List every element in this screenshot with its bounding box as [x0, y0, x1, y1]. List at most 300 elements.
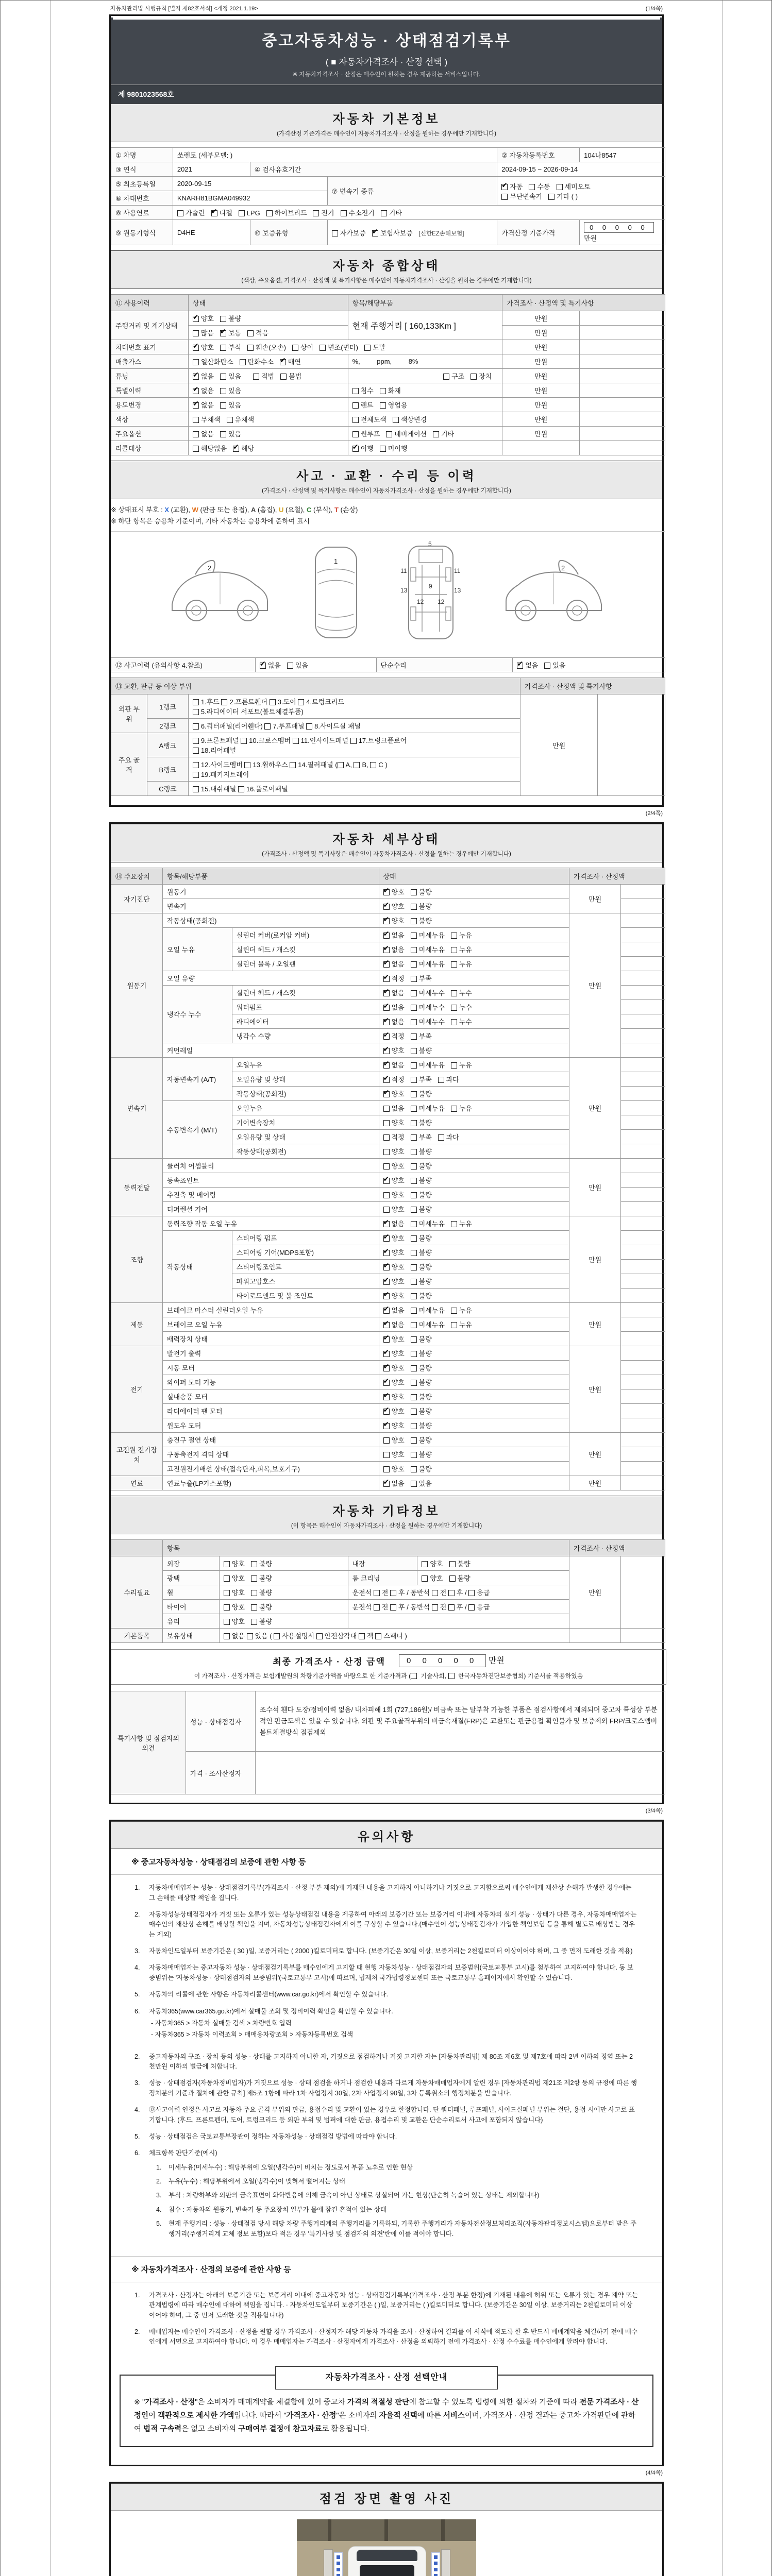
checkbox[interactable] [544, 663, 550, 669]
checkbox[interactable] [501, 194, 508, 200]
etc-subtitle: (이 항목은 매수인이 자동차가격조사 · 산정을 원하는 경우에만 기재합니다) [291, 1523, 482, 1530]
cell [621, 1087, 665, 1101]
checkbox[interactable] [374, 1604, 380, 1611]
option-label: 불량 [411, 1191, 432, 1199]
checkbox[interactable] [411, 1409, 417, 1415]
checkbox[interactable] [411, 1005, 417, 1011]
cell: 커먼레일 [162, 1043, 379, 1058]
checkbox[interactable] [411, 1048, 417, 1054]
checkbox[interactable] [383, 976, 390, 982]
checkbox[interactable] [411, 1149, 417, 1155]
cell: 추진축 및 베어링 [162, 1188, 379, 1202]
checkbox[interactable] [451, 947, 457, 953]
checkbox[interactable] [224, 1590, 230, 1596]
option-label: ✔ 없음 [383, 946, 405, 954]
cell: 라디에이터 팬 모터 [162, 1404, 379, 1418]
checkbox[interactable] [383, 1394, 390, 1400]
option-label: ✔ 양호 [383, 1292, 405, 1300]
choice-box-title: 자동차가격조사 · 산정 선택안내 [275, 2366, 498, 2389]
checkbox[interactable] [411, 1192, 417, 1198]
checkbox[interactable] [383, 1336, 390, 1343]
checkbox[interactable] [220, 316, 226, 322]
checkbox[interactable] [193, 330, 199, 336]
checkbox[interactable] [411, 1250, 417, 1256]
checkbox[interactable] [383, 1163, 390, 1170]
checkbox[interactable] [383, 1019, 390, 1025]
checkbox[interactable] [451, 1221, 457, 1227]
overall-title: 자동차 종합상태 [332, 259, 441, 273]
checkbox[interactable] [220, 374, 226, 380]
checkbox[interactable] [253, 374, 259, 380]
checkbox[interactable] [287, 663, 293, 669]
cell: 내장 [348, 1556, 417, 1571]
notice-item: 6. 체크항목 판단기준(예시) 1. 미세누유(미세누수) : 해당부위에 오일(냉각수)이 비치는 정도로서 부품 노후로 인한 현상 2. 누유(누수) : 해당부위에서 오일(냉각수)이 맺혀서 떨어지는 상태 3. 부식 : 차량하부와 외판의 금속표면이 화학반응에 의해 금속이 아닌 상태로 상실되어 가는 현상(단순히 녹슬어 있는 상태는 제외합니다) 4. 침수 : 자동차의 원동기, 변속기 등 주요장치 일부가 물에 잠긴 흔적이 있는 상태 5. 현재 주행거리 : 성능 · 상태점검 당시 해당 차량 주행거리계의 주행거리를 기록하되, 기록한 주행거리가 자동차전산정보처리조직(자동차관리정보시스템)으로부터 받은 주행거리(주행거리계 교체 정보 포함)보다 적은 경우 '특기사항 및 점검자의 의견'란에 이를 적어야 합니다. [135, 2148, 638, 2239]
legend-note: ※ 하단 항목은 승용차 기준이며, 기타 자동차는 승용차에 준하여 표시 [111, 517, 310, 526]
checkbox[interactable] [411, 933, 417, 939]
checkbox[interactable] [451, 1005, 457, 1011]
checkbox[interactable] [224, 1575, 230, 1582]
checkbox[interactable] [383, 1062, 390, 1069]
checkbox[interactable] [224, 1633, 230, 1639]
checkbox[interactable] [251, 1619, 257, 1625]
cell [379, 1115, 569, 1130]
checkbox[interactable] [383, 1235, 390, 1242]
checkbox[interactable] [193, 762, 199, 768]
checkbox[interactable] [193, 417, 199, 423]
checkbox[interactable] [411, 1077, 417, 1083]
checkbox[interactable] [383, 1322, 390, 1328]
checkbox[interactable] [451, 961, 457, 968]
checkbox[interactable] [411, 1423, 417, 1429]
checkbox[interactable] [470, 374, 477, 380]
checkbox[interactable] [177, 210, 183, 216]
cell: 특기사항 및 점검자의 의견 [111, 1691, 186, 1794]
checkbox[interactable] [411, 976, 417, 982]
checkbox[interactable] [393, 417, 399, 423]
checkbox[interactable] [411, 1466, 417, 1472]
checkbox[interactable] [320, 345, 326, 351]
checkbox[interactable] [383, 1149, 390, 1155]
checkbox[interactable] [383, 1192, 390, 1198]
option-label: 적음 [247, 329, 268, 337]
checkbox[interactable] [448, 1604, 455, 1611]
checkbox[interactable] [411, 1163, 417, 1170]
cell: 만원 [569, 1476, 621, 1490]
checkbox[interactable] [359, 1633, 365, 1639]
option-label: 양호 [383, 1436, 405, 1444]
option-label: 불량 [251, 1589, 272, 1597]
checkbox[interactable] [411, 1264, 417, 1270]
option-label: 미세누유 [411, 1220, 445, 1228]
checkbox[interactable] [449, 1561, 456, 1567]
checkbox[interactable] [383, 933, 390, 939]
cell: 만원 [569, 1346, 621, 1433]
checkbox[interactable] [233, 446, 239, 452]
checkbox[interactable] [433, 431, 439, 437]
checkbox[interactable] [501, 184, 508, 190]
cell: 항목/해당부품 [348, 295, 502, 311]
checkbox[interactable] [316, 1633, 323, 1639]
document-sheet [50, 1, 723, 2576]
checkbox[interactable] [193, 446, 199, 452]
checkbox[interactable] [380, 388, 386, 394]
cell: 12.사이드멤버 13.휠하우스 14.필러패널 ( A, B, C ) 19.패키지트레이 [188, 757, 520, 782]
checkbox[interactable] [364, 345, 371, 351]
checkbox[interactable] [383, 1380, 390, 1386]
checkbox[interactable] [411, 1394, 417, 1400]
checkbox[interactable] [352, 417, 359, 423]
checkbox[interactable] [383, 1120, 390, 1126]
checkbox[interactable] [383, 918, 390, 924]
overall-subtitle: (색상, 주요옵션, 가격조사 · 산정액 및 특기사항은 매수인이 자동차가격조사 · 산정을 원하는 경우에만 기재합니다) [241, 278, 532, 284]
overall-band [111, 250, 662, 289]
car-diagram-bottom [392, 541, 469, 644]
checkbox[interactable] [193, 723, 199, 730]
checkbox[interactable] [411, 1106, 417, 1112]
checkbox[interactable] [341, 210, 347, 216]
option-label: 불량 [411, 903, 432, 910]
checkbox[interactable] [411, 1351, 417, 1357]
checkbox[interactable] [383, 1437, 390, 1444]
checkbox[interactable] [411, 1365, 417, 1371]
checkbox[interactable] [383, 1048, 390, 1054]
checkbox[interactable] [451, 1062, 457, 1069]
cell: 자동변속기 (A/T) [162, 1058, 232, 1101]
notice-section1-title: ※ 중고자동차성능 · 상태점검의 보증에 관한 사항 등 [111, 1849, 662, 1875]
checkbox[interactable] [411, 1221, 417, 1227]
checkbox[interactable] [411, 1437, 417, 1444]
option-label: 누수 [451, 1018, 472, 1026]
checkbox[interactable] [193, 431, 199, 437]
checkbox[interactable] [383, 1409, 390, 1415]
checkbox[interactable] [383, 961, 390, 968]
checkbox[interactable] [338, 762, 344, 768]
checkbox[interactable] [411, 990, 417, 996]
checkbox[interactable] [383, 1091, 390, 1097]
option-label: ✔ 적정 [383, 1076, 405, 1083]
accident-title: 사고 · 교환 · 수리 등 이력 [296, 469, 477, 483]
option-label: 불량 [449, 1574, 470, 1582]
cell: %, ppm, 8% [348, 354, 502, 369]
checkbox[interactable] [468, 1590, 475, 1596]
cell [621, 957, 665, 971]
checkbox[interactable] [220, 330, 226, 336]
cell [621, 1058, 665, 1072]
diagram-part-number: 11 [400, 567, 407, 575]
checkbox[interactable] [383, 1293, 390, 1299]
checkbox[interactable] [380, 402, 386, 409]
checkbox[interactable] [332, 230, 338, 236]
checkbox[interactable] [411, 1091, 417, 1097]
checkbox[interactable] [224, 1619, 230, 1625]
checkbox[interactable] [193, 699, 199, 705]
checkbox[interactable] [193, 772, 199, 778]
checkbox[interactable] [306, 723, 312, 730]
option-label: 불량 [411, 1292, 432, 1300]
checkbox[interactable] [448, 1673, 455, 1679]
checkbox[interactable] [411, 1120, 417, 1126]
checkbox[interactable] [220, 402, 226, 409]
option-label: 화재 [380, 387, 401, 395]
checkbox[interactable] [557, 184, 563, 190]
checkbox[interactable] [370, 762, 376, 768]
checkbox[interactable] [224, 1561, 230, 1567]
checkbox[interactable] [383, 1134, 390, 1141]
notice-subitem: 3. 부식 : 차량하부와 외판의 금속표면이 화학반응에 의해 금속이 아닌 상태로 상실되어 가는 현상(단순히 녹슬어 있는 상태는 제외합니다) [156, 2192, 540, 2199]
checkbox[interactable] [280, 359, 286, 365]
checkbox[interactable] [280, 374, 287, 380]
checkbox[interactable] [411, 1033, 417, 1040]
photo-beam [384, 2519, 388, 2541]
checkbox[interactable] [411, 1673, 417, 1679]
checkbox[interactable] [449, 1575, 456, 1582]
cell: 원동기 [162, 885, 379, 899]
option-label: ✔ 양호 [383, 1090, 405, 1098]
checkbox[interactable] [411, 918, 417, 924]
checkbox[interactable] [251, 1575, 257, 1582]
option-label: 미세누유 [411, 1307, 445, 1314]
checkbox[interactable] [352, 446, 359, 452]
notice-item: 3. 자동차인도일부터 보증기간은 ( 30 )일, 보증거리는 ( 2000 )킬로미터로 합니다. (보증기간은 30일 이상, 보증거리는 2천킬로미터 이상이어야 하며, 그 중 먼저 도래한 것을 적용) [135, 1947, 633, 1955]
checkbox[interactable] [244, 762, 250, 768]
checkbox[interactable] [422, 1561, 428, 1567]
checkbox[interactable] [411, 1308, 417, 1314]
checkbox[interactable] [438, 1077, 444, 1083]
checkbox[interactable] [411, 961, 417, 968]
notice-subline: - 자동차365 > 자동차 실매물 검색 > 차량번호 입력 [151, 2019, 292, 2027]
checkbox[interactable] [354, 762, 360, 768]
checkbox[interactable] [411, 1380, 417, 1386]
checkbox[interactable] [448, 1590, 455, 1596]
cell [621, 1043, 665, 1058]
checkbox[interactable] [247, 1633, 253, 1639]
checkbox[interactable] [352, 431, 359, 437]
cell [621, 1476, 665, 1490]
checkbox[interactable] [352, 388, 359, 394]
option-label: 불량 [411, 1162, 432, 1170]
checkbox[interactable] [220, 388, 226, 394]
checkbox[interactable] [411, 904, 417, 910]
checkbox[interactable] [438, 1134, 444, 1141]
cell [621, 1303, 665, 1317]
checkbox[interactable] [260, 663, 266, 669]
checkbox[interactable] [411, 1134, 417, 1141]
checkbox[interactable] [375, 1633, 381, 1639]
checkbox[interactable] [239, 210, 245, 216]
checkbox[interactable] [390, 1604, 396, 1611]
car-grille [360, 2565, 414, 2576]
checkbox[interactable] [380, 446, 386, 452]
checkbox[interactable] [411, 1481, 417, 1487]
checkbox[interactable] [422, 1575, 428, 1582]
checkbox[interactable] [383, 1308, 390, 1314]
checkbox[interactable] [241, 738, 247, 744]
page-header-1 [109, 2, 664, 14]
checkbox[interactable] [293, 738, 299, 744]
checkbox[interactable] [411, 1207, 417, 1213]
checkbox[interactable] [411, 1178, 417, 1184]
option-label: 적법 [253, 372, 274, 380]
checkbox[interactable] [251, 1590, 257, 1596]
checkbox[interactable] [227, 417, 233, 423]
cell: 운전석 전 후 / 동반석 전 후 / 응급 [348, 1585, 569, 1600]
checkbox[interactable] [193, 345, 199, 351]
cell: 타이로드엔드 및 볼 조인트 [232, 1289, 379, 1303]
cell [379, 1447, 569, 1462]
checkbox[interactable] [193, 709, 199, 715]
checkbox[interactable] [451, 1322, 457, 1328]
checkbox[interactable] [247, 345, 254, 351]
checkbox[interactable] [468, 1604, 475, 1611]
checkbox[interactable] [220, 345, 226, 351]
cell: ⑥ 차대번호 [111, 191, 173, 206]
checkbox[interactable] [451, 1308, 457, 1314]
checkbox[interactable] [411, 1322, 417, 1328]
checkbox[interactable] [411, 947, 417, 953]
checkbox[interactable] [193, 374, 199, 380]
checkbox[interactable] [529, 184, 535, 190]
checkbox[interactable] [451, 1019, 457, 1025]
checkbox[interactable] [193, 316, 199, 322]
document-note: ※ 자동차가격조사 · 산정은 매수인이 원하는 경우 제공하는 서비스입니다. [292, 72, 481, 78]
checkbox[interactable] [383, 1250, 390, 1256]
checkbox[interactable] [211, 210, 217, 216]
checkbox[interactable] [386, 431, 392, 437]
cell: 워터펌프 [232, 1000, 379, 1014]
checkbox[interactable] [383, 1466, 390, 1472]
option-label: 있음 [220, 372, 241, 380]
page-number-3: (3/4쪽) [645, 1808, 663, 1815]
option-label: 부식 [220, 344, 241, 351]
checkbox[interactable] [381, 210, 387, 216]
checkbox[interactable] [383, 1365, 390, 1371]
checkbox[interactable] [411, 889, 417, 895]
state-mark: U [278, 506, 284, 514]
checkbox[interactable] [383, 889, 390, 895]
cell [580, 441, 665, 455]
checkbox[interactable] [411, 1336, 417, 1343]
checkbox[interactable] [411, 1062, 417, 1069]
checkbox[interactable] [264, 723, 271, 730]
checkbox[interactable] [517, 663, 523, 669]
checkbox[interactable] [383, 1207, 390, 1213]
cell [379, 1476, 569, 1490]
checkbox[interactable] [451, 933, 457, 939]
option-label: 양호 [383, 1148, 405, 1156]
checkbox[interactable] [313, 210, 319, 216]
checkbox[interactable] [383, 1279, 390, 1285]
checkbox[interactable] [411, 1019, 417, 1025]
checkbox[interactable] [432, 1604, 438, 1611]
checkbox[interactable] [374, 1590, 380, 1596]
page-number-4: (4/4쪽) [645, 2469, 663, 2476]
cell [580, 412, 665, 427]
checkbox[interactable] [383, 1423, 390, 1429]
checkbox[interactable] [350, 738, 357, 744]
cell [621, 1289, 665, 1303]
page-number-2: (2/4쪽) [645, 810, 663, 817]
checkbox[interactable] [383, 1264, 390, 1270]
checkbox[interactable] [251, 1604, 257, 1611]
checkbox[interactable] [352, 402, 359, 409]
checkbox[interactable] [251, 1561, 257, 1567]
checkbox[interactable] [383, 1005, 390, 1011]
checkbox[interactable] [193, 402, 199, 409]
checkbox[interactable] [292, 345, 298, 351]
checkbox[interactable] [383, 904, 390, 910]
checkbox[interactable] [443, 374, 449, 380]
lift-post-right [441, 2549, 450, 2576]
checkbox[interactable] [372, 230, 378, 236]
form-reference: 자동차관리법 시행규칙 [별지 제82호서식] <개정 2021.1.19> [110, 6, 258, 12]
cell [621, 928, 665, 942]
checkbox[interactable] [383, 1178, 390, 1184]
checkbox[interactable] [383, 1077, 390, 1083]
checkbox[interactable] [193, 738, 199, 744]
choice-bold-text: 자율적 선택 [379, 2411, 417, 2420]
checkbox[interactable] [193, 388, 199, 394]
cell [379, 928, 569, 942]
checkbox[interactable] [383, 1106, 390, 1112]
checkbox[interactable] [298, 699, 304, 705]
inspector-opinion-table [111, 1691, 665, 1794]
cell: 만원 [502, 340, 580, 354]
checkbox[interactable] [270, 699, 276, 705]
checkbox[interactable] [383, 947, 390, 953]
main-title-band [111, 18, 662, 104]
checkbox[interactable] [390, 1590, 396, 1596]
checkbox[interactable] [383, 1452, 390, 1458]
checkbox[interactable] [193, 748, 199, 754]
checkbox[interactable] [290, 762, 296, 768]
page-4 [109, 2482, 664, 2576]
checkbox[interactable] [411, 1279, 417, 1285]
document-title: 중고자동차성능 · 상태점검기록부 [262, 32, 511, 49]
checkbox[interactable] [193, 786, 199, 792]
option-label: 부족 [411, 1032, 432, 1040]
checkbox[interactable] [266, 210, 273, 216]
option-label: 양호 [383, 1162, 405, 1170]
checkbox[interactable] [274, 1633, 280, 1639]
cell: 실린더 커버(로커암 커버) [232, 928, 379, 942]
checkbox[interactable] [221, 699, 227, 705]
checkbox[interactable] [247, 330, 254, 336]
checkbox[interactable] [383, 990, 390, 996]
cell: 2021 [173, 162, 250, 177]
option-label: 미세누유 [411, 1105, 445, 1112]
checkbox[interactable] [451, 1106, 457, 1112]
checkbox[interactable] [193, 359, 199, 365]
cell [255, 658, 376, 672]
checkbox[interactable] [383, 1221, 390, 1227]
checkbox[interactable] [383, 1351, 390, 1357]
checkbox[interactable] [220, 431, 226, 437]
checkbox[interactable] [451, 990, 457, 996]
checkbox[interactable] [240, 359, 246, 365]
checkbox[interactable] [238, 786, 244, 792]
option-label: 불량 [411, 1047, 432, 1055]
checkbox[interactable] [432, 1590, 438, 1596]
checkbox[interactable] [383, 1481, 390, 1487]
cell [379, 1274, 569, 1289]
final-price-box [111, 1649, 666, 1685]
checkbox[interactable] [224, 1604, 230, 1611]
checkbox[interactable] [411, 1452, 417, 1458]
checkbox[interactable] [411, 1235, 417, 1242]
checkbox[interactable] [411, 1293, 417, 1299]
checkbox[interactable] [548, 194, 554, 200]
checkbox[interactable] [383, 1033, 390, 1040]
